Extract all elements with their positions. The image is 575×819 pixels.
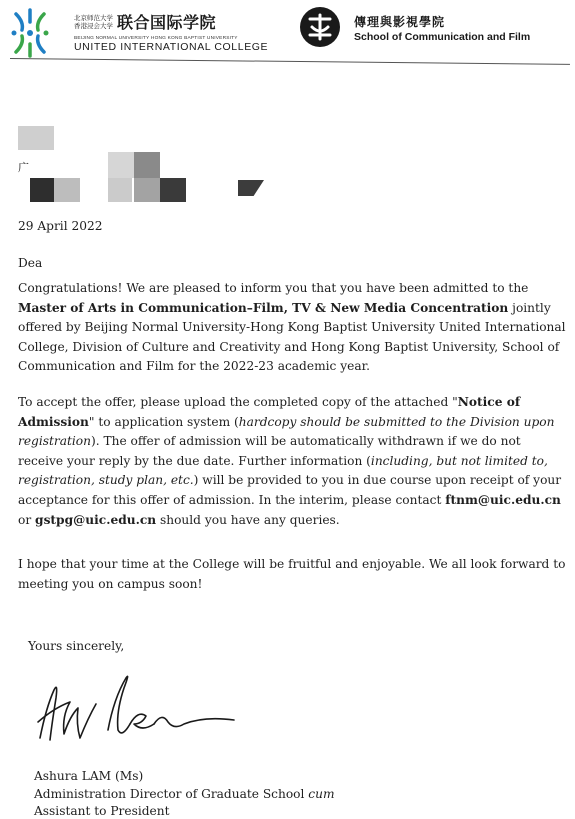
scf-cn-name: 傳理與影視學院	[354, 15, 446, 29]
recipient-line-2: 广	[18, 161, 29, 174]
text-line: I hope that your time at the College will be fruitful and enjoyable. We all look forward to	[18, 557, 566, 571]
uic-logo-icon	[10, 8, 50, 58]
text-line: Communication and Film for the 2022-23 academic year.	[18, 359, 370, 374]
text-line: offered by Beijing Normal University-Hong Kong Baptist University United International	[18, 320, 566, 335]
text-line: Master of Arts in Communication–Film, TV & New Media Concentration jointly	[18, 300, 551, 315]
signer-name: Ashura LAM (Ms)	[34, 769, 144, 783]
redaction-block	[54, 178, 80, 202]
closing: Yours sincerely,	[28, 639, 125, 653]
redaction-block	[160, 178, 186, 202]
scf-logo-icon	[298, 5, 342, 49]
redaction-block	[238, 180, 264, 196]
text-line: registration). The offer of admission will be automatically withdrawn if we do not	[18, 434, 521, 449]
redaction-block	[108, 152, 134, 178]
scf-letterhead	[354, 13, 530, 43]
uic-letterhead	[74, 10, 268, 53]
letterhead-divider	[10, 58, 570, 65]
redaction-block	[30, 178, 54, 202]
text-line: To accept the offer, please upload the completed copy of the attached "Notice of	[18, 395, 521, 409]
programme-name: Master of Arts in Communication–Film, TV & New Media Concentration	[18, 300, 509, 315]
signer-title: Administration Director of Graduate School cum	[34, 787, 335, 801]
paragraph-closing-wish	[18, 555, 566, 594]
redaction-block	[108, 178, 132, 202]
scf-en-name: School of Communication and Film	[354, 31, 531, 43]
paragraph-admission	[18, 279, 566, 377]
email-gstpg: gstpg@uic.edu.cn	[35, 512, 157, 527]
text-line: meeting you on campus soon!	[18, 576, 203, 591]
handwritten-signature-icon	[34, 668, 244, 758]
text-line: registration, study plan, etc.) will be provided to you in due course upon receipt of your	[18, 473, 562, 488]
text-line: or gstpg@uic.edu.cn should you have any queries.	[18, 512, 340, 527]
uic-en-small: BEIJING NORMAL UNIVERSITY HONG KONG BAPTIST UNIVERSITY	[74, 36, 238, 41]
text-line: receive your reply by the due date. Further information (including, but not limited to,	[18, 453, 548, 468]
signer-title-2: Assistant to President	[34, 804, 170, 818]
redaction-block	[134, 178, 160, 202]
uic-en-name: UNITED INTERNATIONAL COLLEGE	[74, 41, 269, 53]
text-line: Admission" to application system (hardcopy should be submitted to the Division upon	[18, 414, 555, 429]
redaction-block	[134, 152, 160, 178]
email-ftnm: ftnm@uic.edu.cn	[445, 492, 561, 507]
paragraph-acceptance	[18, 393, 562, 530]
text-line: acceptance for this offer of admission. In the interim, please contact ftnm@uic.edu.cn	[18, 492, 561, 507]
text-line: College, Division of Culture and Creativity and Hong Kong Baptist University, School of	[18, 339, 560, 354]
salutation: Dea	[18, 256, 43, 270]
uic-cn-name: 联合国际学院	[117, 13, 217, 32]
uic-cn-small-1: 北京师范大学	[74, 13, 113, 22]
letter-date: 29 April 2022	[18, 219, 103, 233]
text-line: Congratulations! We are pleased to inform you that you have been admitted to the	[18, 281, 529, 295]
redaction-block	[18, 126, 54, 150]
uic-cn-small-2: 香港浸会大学	[74, 21, 113, 30]
